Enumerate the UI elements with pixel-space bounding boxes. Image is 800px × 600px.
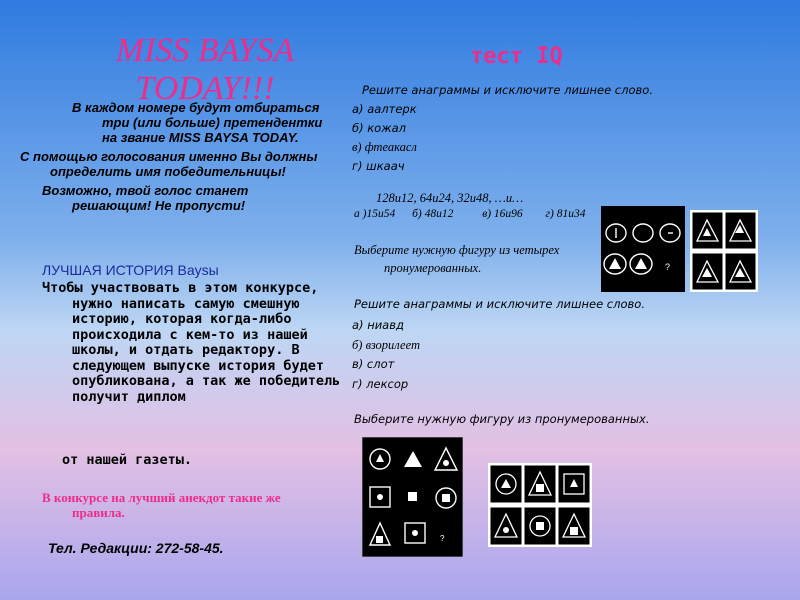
newspaper-title: MISS BAYSA TODAY!!!: [115, 32, 295, 107]
story-description-end: от нашей газеты.: [62, 452, 193, 468]
puzzle-1-question-mark: ?: [665, 262, 671, 272]
sequence-options: [354, 208, 586, 220]
puzzle-1-options: [690, 210, 758, 292]
puzzle-1-background: [601, 206, 685, 292]
puzzle-1-grid: [601, 206, 685, 292]
task1-item-b: б) кожал: [352, 121, 406, 135]
iq-test-title: тест IQ: [470, 44, 563, 69]
sequence-task: 128и12, 64и24, 32и48, …и…: [376, 191, 524, 205]
task2-item-b: б) взорилеет: [352, 337, 421, 352]
square-icon: [408, 492, 417, 501]
task2-header: Решите анаграммы и исключите лишнее слово.: [354, 297, 645, 311]
task2-item-a: а) ниавд: [352, 318, 404, 332]
intro-block: [20, 100, 323, 213]
sequence-option-a: а )15и54: [354, 208, 396, 220]
story-section-title: ЛУЧШАЯ ИСТОРИЯ Baysы: [42, 262, 219, 278]
sequence-option-c: в) 16и96: [482, 208, 523, 220]
puzzle-2-options: [488, 463, 592, 547]
story-description: Чтобы участвовать в этом конкурсе, нужно написать самую смешную историю, которая когда-либо происходила с кем-то из нашей школы, и отдать редактору. В следующем выпуске история будет опубликована, а так же победитель получит диплом: [42, 280, 341, 405]
task2-list: [352, 316, 420, 394]
task1-header: Решите анаграммы и исключите лишнее слово.: [362, 83, 653, 97]
intro-paragraph-2: С помощью голосования именно Вы должны определить имя победительницы!: [20, 149, 318, 179]
task1-list: [352, 100, 417, 176]
intro-paragraph-3: Возможно, твой голос станет решающим! Не пропусти!: [42, 183, 249, 213]
figure-task-1: Выберите нужную фигуру из четырех пронумерованных.: [354, 243, 560, 275]
task1-item-c: в) фтеакасл: [352, 140, 417, 154]
puzzle-2-grid: [362, 437, 463, 557]
sequence-option-d: г) 81и34: [545, 208, 586, 220]
sequence-option-b: б) 48и12: [412, 208, 454, 220]
task1-item-d: г) шкаач: [352, 159, 405, 173]
contest-note: В конкурсе на лучший анекдот такие же правила.: [42, 490, 281, 520]
puzzle-2-question-mark: ?: [440, 534, 445, 543]
intro-paragraph-1: В каждом номере будут отбираться три (или больше) претендентки на звание MISS BAYSA TODAY.: [72, 100, 323, 145]
phone-number: Тел. Редакции: 272-58-45.: [48, 540, 224, 556]
task1-item-a: а) аалтерк: [352, 102, 417, 116]
figure-task-2: Выберите нужную фигуру из пронумерованных.: [354, 412, 650, 426]
task2-item-d: г) лексор: [352, 376, 409, 391]
task2-item-c: в) слот: [352, 357, 395, 371]
